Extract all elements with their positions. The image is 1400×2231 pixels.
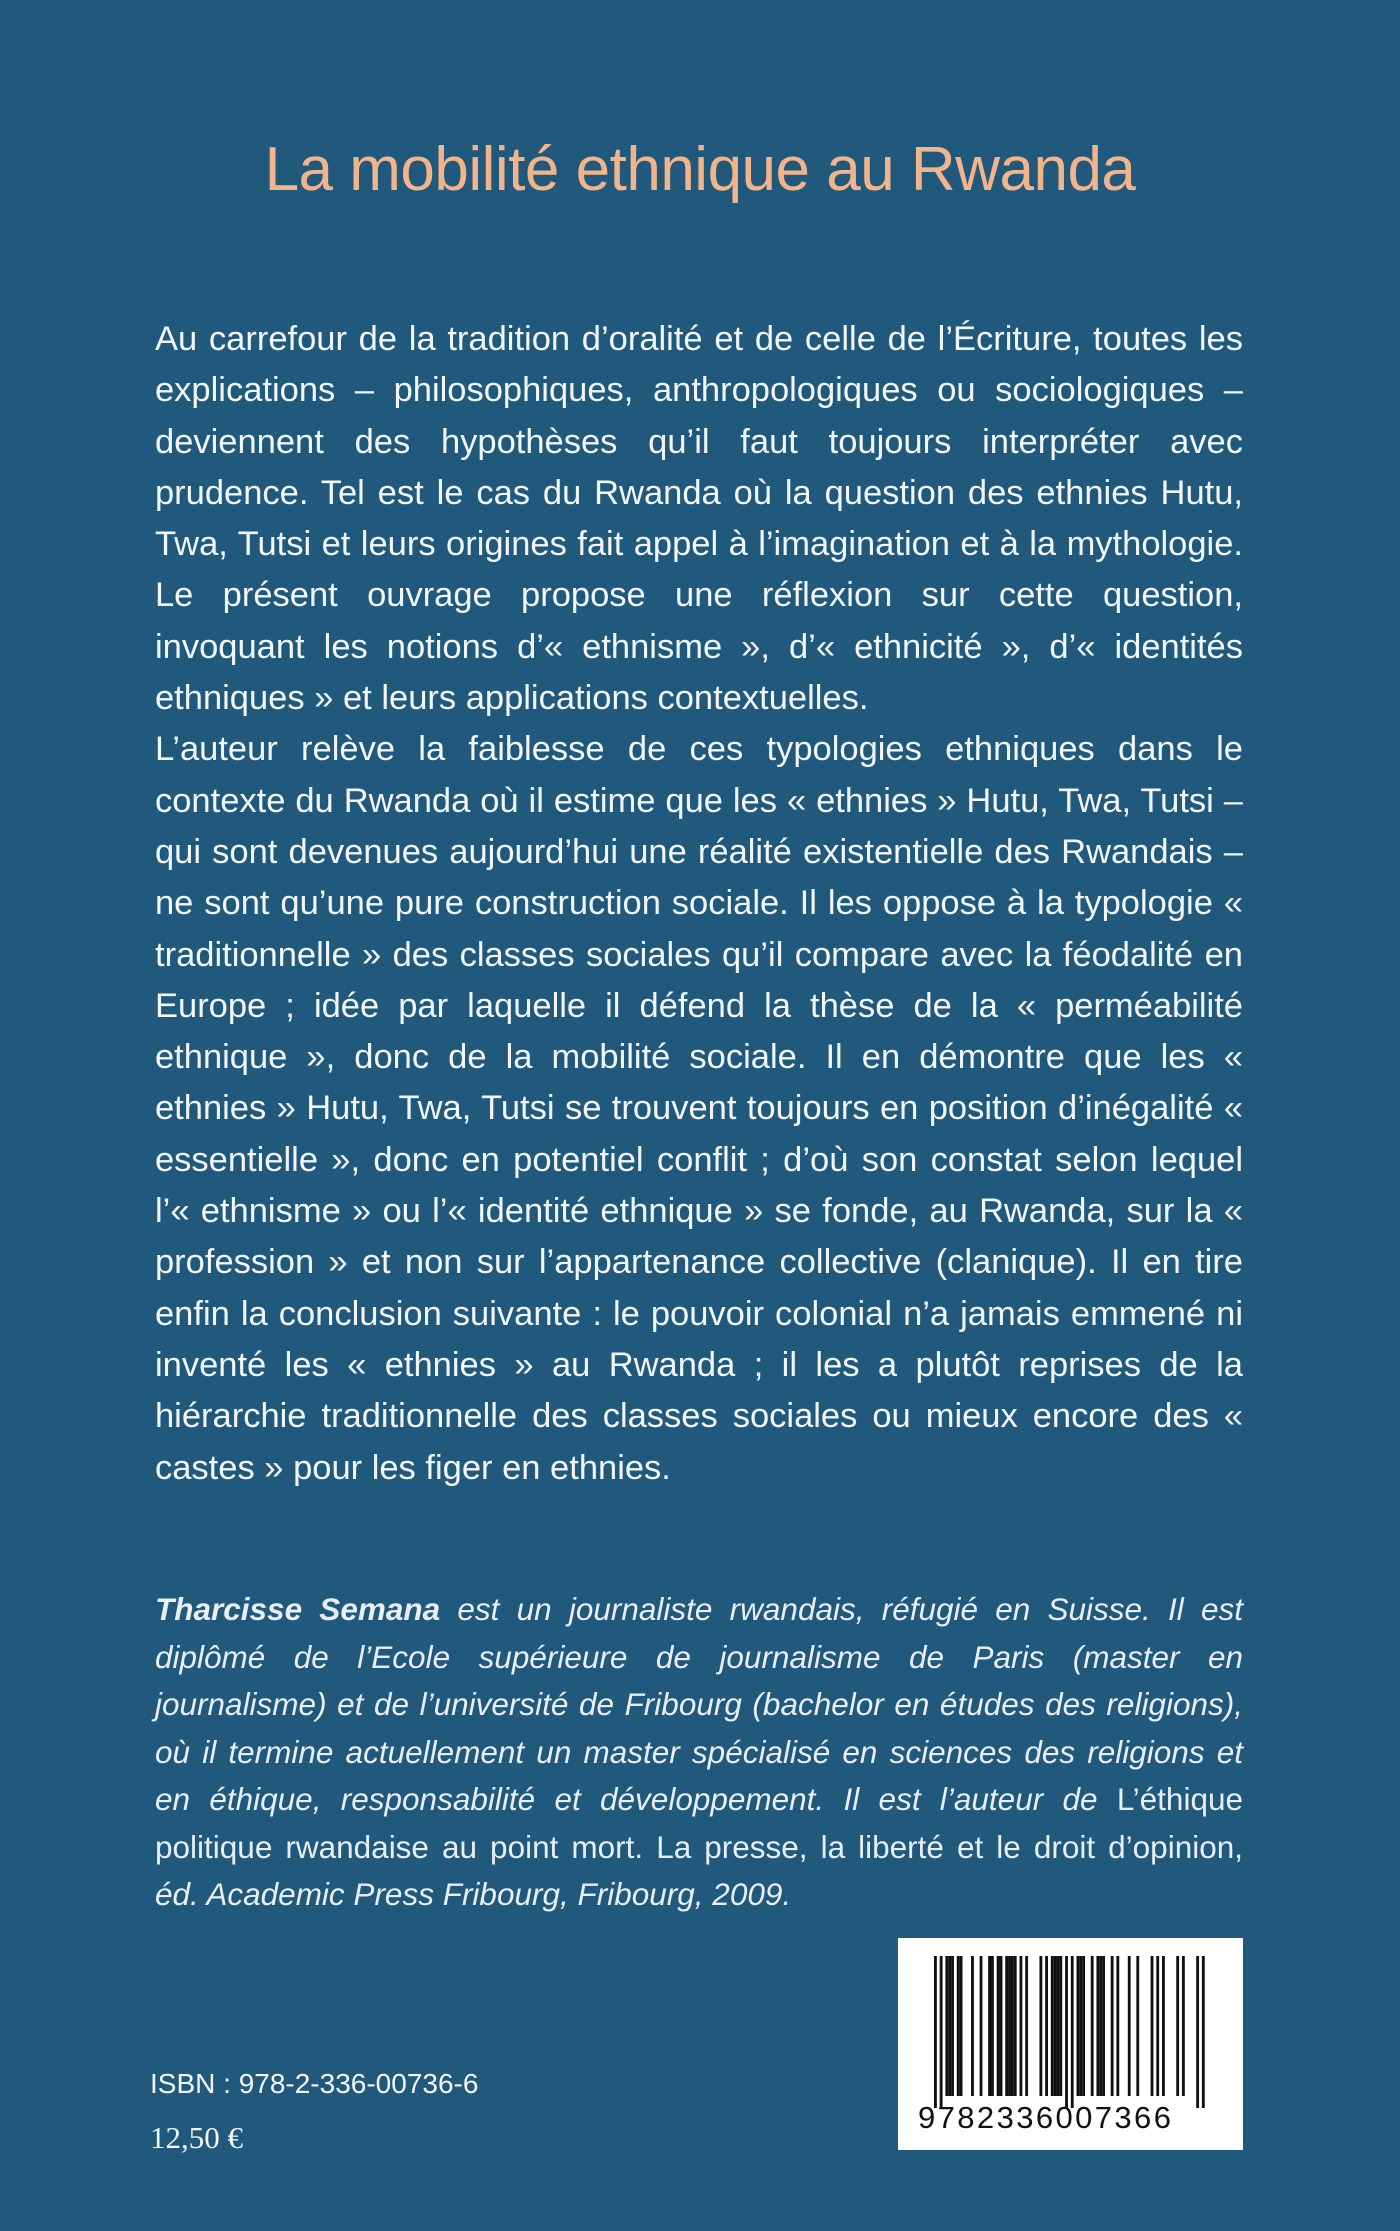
barcode-bar [1008,1956,1011,2096]
barcode-bar [1065,1956,1068,2108]
barcode-bar [940,1956,943,2108]
author-bio-text-1: est un journaliste rwandais, réfugié en Suisse. Il est diplômé de l’Ecole supérieure de journalisme de Paris (master en journalisme) et de l’université de Fribourg (bachelor en études des religions), où il termine actuellement un master spécialisé en sciences des religions et en éthique, responsabilité et développement. Il est l’auteur de [155,1591,1244,1817]
barcode-bar [960,1956,963,2096]
barcode-bar [1202,1956,1205,2108]
barcode-bar [1039,1956,1042,2096]
barcode-bar [945,1956,948,2096]
barcode-bar [1000,1956,1003,2096]
barcode-bar [1151,1956,1154,2096]
barcode-bar [934,1956,937,2108]
barcode-bar [997,1956,1000,2096]
barcode [898,1938,1243,2150]
barcode-bar [1045,1956,1048,2096]
barcode-bar [991,1956,994,2096]
barcode-bar [1196,1956,1199,2108]
barcode-bar [980,1956,983,2096]
barcode-bar [1020,1956,1023,2096]
barcode-bar [1099,1956,1102,2096]
book-title: La mobilité ethnique au Rwanda [264,135,1136,204]
barcode-bar [1136,1956,1139,2096]
barcode-bar [1116,1956,1119,2096]
author-bio [155,1586,1243,1919]
barcode-bar [1111,1956,1114,2096]
barcode-bar [971,1956,974,2096]
summary-paragraph-2: L’auteur relève la faiblesse de ces typologies ethniques dans le contexte du Rwanda où il estime que les « ethnies » Hutu, Twa, Tutsi – qui sont devenues aujourd’hui une réalité existentielle des Rwandais – ne sont qu’une pure construction sociale. Il les oppose à la typologie « traditionnelle » des classes sociales qu’il compare avec la féodalité en Europe ; idée par laquelle il défend la thèse de la « perméabilité ethnique », donc de la mobilité sociale. Il en démontre que les « ethnies » Hutu, Twa, Tutsi se trouvent toujours en position d’inégalité « essentielle », donc en potentiel conflit ; d’où son constat selon lequel l’« ethnisme » ou l’« identité ethnique » se fonde, au Rwanda, sur la « profession » et non sur l’appartenance collective (clanique). Il en tire enfin la conclusion suivante : le pouvoir colonial n’a jamais emmené ni inventé les « ethnies » au Rwanda ; il les a plutôt reprises de la hiérarchie traditionnelle des classes sociales ou mieux encore des « castes » pour les figer en ethnies. [155,730,1243,1487]
barcode-bar [957,1956,960,2096]
author-book-title: L’éthique politique rwandaise au point mort. La presse, la liberté et le droit d’opinion, [155,1781,1243,1865]
barcode-bar [1054,1956,1057,2096]
barcode-bar [1162,1956,1165,2096]
barcode-bar [1025,1956,1028,2096]
barcode-bar [988,1956,991,2096]
barcode-bar [1156,1956,1159,2096]
barcode-bar [1102,1956,1105,2096]
barcode-bar [1059,1956,1062,2096]
isbn-label: ISBN : 978-2-336-00736-6 [150,2068,479,2099]
price-label: 12,50 € [150,2120,243,2155]
barcode-bar [1082,1956,1085,2096]
barcode-bar [1011,1956,1014,2096]
author-bio-text-2: éd. Academic Press Fribourg, Fribourg, 2009. [155,1876,792,1912]
barcode-bar [1079,1956,1082,2096]
barcode-bar [951,1956,954,2096]
summary-text [155,314,1243,1494]
barcode-bar [1077,1956,1080,2096]
barcode-bar [1176,1956,1179,2096]
barcode-bar [1014,1956,1017,2096]
barcode-bar [1005,1956,1008,2096]
barcode-bar [1128,1956,1131,2096]
barcode-bar [948,1956,951,2096]
barcode-bar [1057,1956,1060,2096]
barcode-number: 9782336007366 [918,2100,1174,2135]
barcode-bar [1096,1956,1099,2096]
summary-paragraph-1: Au carrefour de la tradition d’oralité et de celle de l’Écriture, toutes les explications – philosophiques, anthropologiques ou sociologiques – deviennent des hypothèses qu’il faut toujours interpréter avec prudence. Tel est le cas du Rwanda où la question des ethnies Hutu, Twa, Tutsi et leurs origines fait appel à l’imagination et à la mythologie. Le présent ouvrage propose une réflexion sur cette question, invoquant les notions d’« ethnisme », d’« ethnicité », d’« identités ethniques » et leurs applications contextuelles. [155,320,1243,718]
barcode-bar [1091,1956,1094,2096]
barcode-bar [1051,1956,1054,2096]
author-name: Tharcisse Semana [155,1591,441,1627]
barcode-bar [1182,1956,1185,2096]
barcode-bar [1071,1956,1074,2108]
